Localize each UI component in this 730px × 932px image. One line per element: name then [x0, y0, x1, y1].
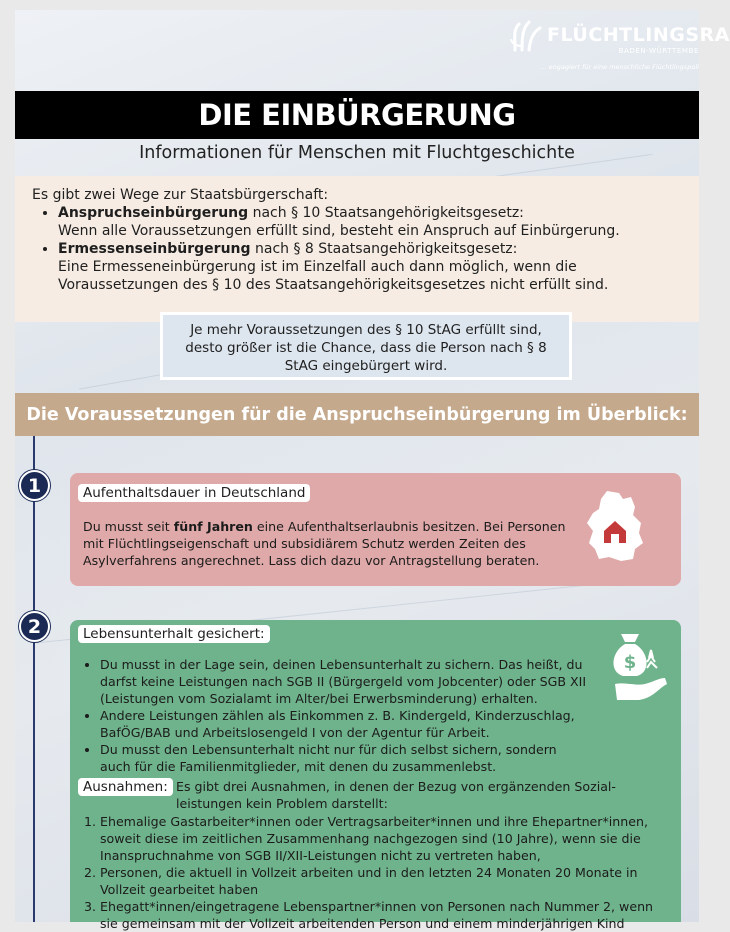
exception-line: Ehegatt*innen/eingetragene Lebenspartner*innen von Personen nach Nummer 2, wenn	[100, 899, 654, 914]
list-item	[100, 707, 642, 741]
brand-region: BADEN-WÜRTTEMBE	[618, 47, 699, 55]
hands-logo-icon	[509, 20, 543, 52]
step2-bullets	[82, 656, 642, 775]
intro-item-desc: Voraussetzungen des § 10 des Staatsangehörigkeitsgesetzes nicht erfüllt sind.	[58, 277, 609, 293]
step1-text-bold: fünf Jahren	[173, 519, 253, 534]
intro-item	[58, 240, 699, 294]
step1-text-line: Asylverfahrens angerechnet. Lass dich dazu vor Antragstellung beraten.	[83, 553, 540, 568]
note-line: StAG eingebürgert wird.	[284, 358, 448, 374]
flyer-page	[15, 10, 730, 931]
intro-lead: Es gibt zwei Wege zur Staatsbürgerschaft:	[32, 187, 329, 203]
bullet-line: BafÖG/BAB und Arbeitslosengeld I von der Agentur für Arbeit.	[100, 725, 490, 740]
step-number-badge: 1	[19, 470, 50, 501]
list-item	[100, 741, 642, 775]
note-box	[160, 312, 572, 380]
step-number-badge: 2	[19, 611, 50, 642]
title-bar	[15, 91, 699, 139]
germany-map-house-icon	[585, 489, 645, 563]
bullet-line: (Leistungen vom Sozialamt im Alter/bei Erwerbsminderung) erhalten.	[100, 691, 538, 706]
exception-line: Inanspruchnahme von SGB II/XII-Leistungen nicht zu vertreten haben,	[100, 848, 541, 863]
exceptions-intro-line: Es gibt drei Ausnahmen, in denen der Bezug von ergänzenden Sozial-	[176, 779, 616, 794]
list-item	[100, 864, 682, 898]
exception-line: soweit diese im zeitlichen Zusammenhang nachgezogen sind (10 Jahre), wenn sie die	[100, 831, 641, 846]
intro-term-rest: nach § 10 Staatsangehörigkeitsgesetz:	[248, 205, 524, 221]
page-title: DIE EINBÜRGERUNG	[198, 98, 516, 132]
intro-item-desc: Wenn alle Voraussetzungen erfüllt sind, besteht ein Anspruch auf Einbürgerung.	[58, 223, 620, 239]
intro-item	[58, 204, 699, 240]
brand-name: FLÜCHTLINGSRA	[547, 24, 730, 46]
bullet-line: Du musst in der Lage sein, deinen Lebensunterhalt zu sichern. Das heißt, du	[100, 657, 583, 672]
exceptions-label: Ausnahmen:	[78, 778, 173, 796]
exceptions-intro	[176, 778, 656, 812]
exception-line: Ehemalige Gastarbeiter*innen oder Vertragsarbeiter*innen und ihre Ehepartner*innen,	[100, 814, 648, 829]
step2-heading: Lebensunterhalt gesichert:	[78, 625, 270, 643]
exception-line: Vollzeit gearbeitet haben	[100, 882, 259, 897]
intro-item-desc: Eine Ermesseneinbürgerung ist im Einzelfall auch dann möglich, wenn die	[58, 259, 577, 275]
step1-text	[83, 518, 603, 569]
exceptions-list	[100, 813, 682, 932]
brand-slogan: ... engagiert für eine menschliche Flüchtlingspoli	[540, 63, 699, 71]
bullet-line: auch für die Familienmitglieder, mit denen du zusammenlebst.	[100, 759, 497, 774]
exceptions-list-wrap	[82, 813, 682, 932]
note-line: desto größer ist die Chance, dass die Person nach § 8	[185, 340, 547, 356]
intro-list	[58, 204, 699, 294]
step2-card	[70, 620, 681, 931]
intro-term: Anspruchseinbürgerung	[58, 205, 249, 221]
step1-text-line: mit Flüchtlingseigenschaft und subsidiärem Schutz werden Zeiten des	[83, 536, 526, 551]
timeline-line	[33, 436, 35, 922]
exception-line: sie gemeinsam mit der Vollzeit arbeitenden Person und einem minderjährigen Kind	[100, 916, 625, 931]
step1-heading: Aufenthaltsdauer in Deutschland	[78, 484, 310, 502]
bullet-line: darfst keine Leistungen nach SGB II (Bürgergeld vom Jobcenter) oder SGB XII	[100, 674, 587, 689]
exception-line: Personen, die aktuell in Vollzeit arbeiten und in den letzten 24 Monaten 20 Monate in	[100, 865, 638, 880]
note-line: Je mehr Voraussetzungen des § 10 StAG erfüllt sind,	[190, 322, 542, 338]
brand-logo-block	[509, 18, 730, 78]
requirements-header: Die Voraussetzungen für die Anspruchseinbürgerung im Überblick:	[15, 393, 699, 436]
svg-text:$: $	[623, 652, 637, 673]
intro-section	[15, 176, 699, 322]
list-item	[100, 656, 642, 707]
list-item	[100, 813, 682, 864]
intro-term-rest: nach § 8 Staatsangehörigkeitsgesetz:	[250, 241, 518, 257]
step2-bullet-list	[100, 656, 642, 775]
list-item	[100, 898, 682, 932]
bullet-line: Du musst den Lebensunterhalt nicht nur für dich selbst sichern, sondern	[100, 742, 557, 757]
bullet-line: Andere Leistungen zählen als Einkommen z. B. Kindergeld, Kinderzuschlag,	[100, 708, 575, 723]
intro-term: Ermessenseinbürgerung	[58, 241, 251, 257]
step1-text-part: eine Aufenthaltserlaubnis besitzen. Bei Personen	[252, 519, 566, 534]
page-subtitle: Informationen für Menschen mit Fluchtgeschichte	[139, 143, 575, 163]
step1-card	[70, 473, 681, 586]
step1-text-part: Du musst seit	[83, 519, 174, 534]
exceptions-intro-line: leistungen kein Problem darstellt:	[176, 796, 388, 811]
